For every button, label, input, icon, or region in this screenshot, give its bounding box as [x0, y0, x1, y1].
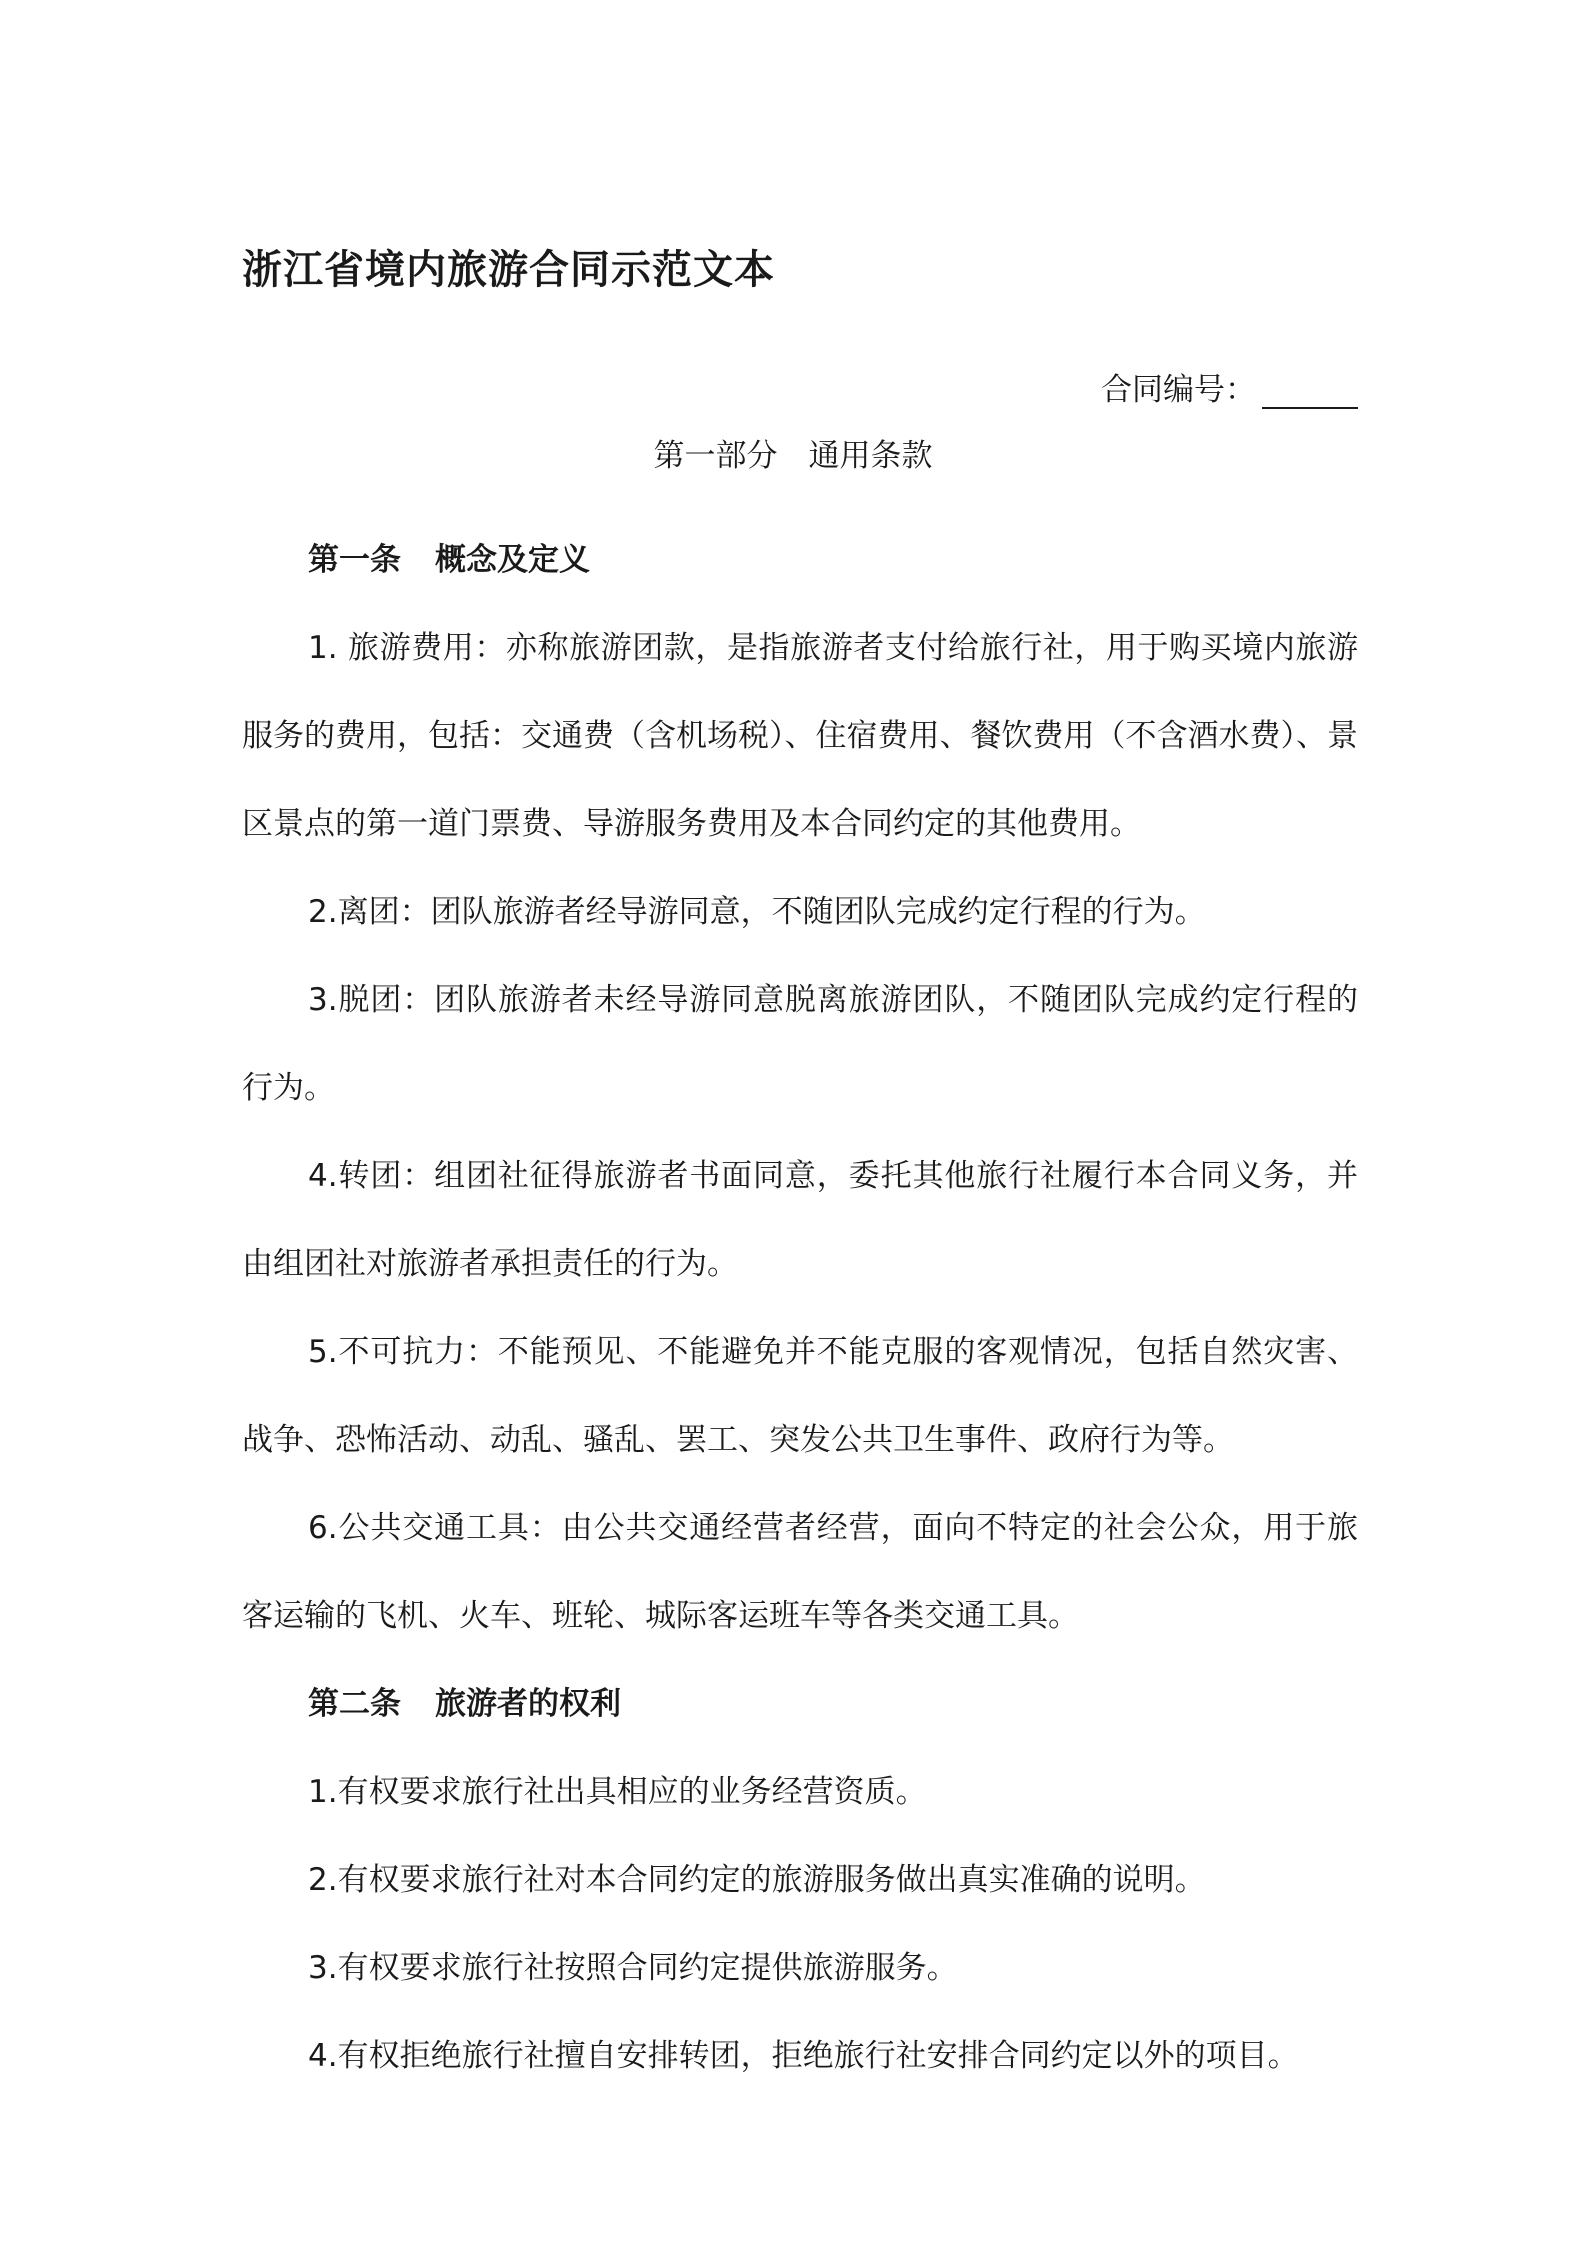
article-1-item-2: 2.离团：团队旅游者经导游同意，不随团队完成约定行程的行为。 [308, 894, 1206, 930]
article-1-heading [242, 516, 1358, 604]
article-2-item-3: 3.有权要求旅行社按照合同约定提供旅游服务。 [308, 1950, 958, 1986]
contract-number-blank [1262, 367, 1358, 409]
document-title: 浙江省境内旅游合同示范文本 [242, 247, 775, 293]
article-2-heading [242, 1660, 1358, 1748]
article-2-item-1: 1.有权要求旅行社出具相应的业务经营资质。 [308, 1774, 927, 1810]
article-2-number: 第二条 [308, 1686, 401, 1722]
part-one-title: 第一部分 通用条款 [653, 438, 933, 474]
article-1-item-4: 4.转团：组团社征得旅游者书面同意，委托其他旅行社履行本合同义务，并由组团社对旅游者承担责任的行为。 [242, 1158, 1358, 1282]
article-1-item-6: 6.公共交通工具：由公共交通经营者经营，面向不特定的社会公众，用于旅客运输的飞机、火车、班轮、城际客运班车等各类交通工具。 [242, 1510, 1358, 1634]
article-1-item-1: 1. 旅游费用：亦称旅游团款，是指旅游者支付给旅行社，用于购买境内旅游服务的费用，包括：交通费（含机场税）、住宿费用、餐饮费用（不含酒水费）、景区景点的第一道门票费、导游服务费用及本合同约定的其他费用。 [242, 630, 1358, 842]
contract-number-label: 合同编号： [1101, 372, 1256, 408]
document-body [242, 516, 1358, 2100]
article-2-item-2: 2.有权要求旅行社对本合同约定的旅游服务做出真实准确的说明。 [308, 1862, 1206, 1898]
article-1-item-5: 5.不可抗力：不能预见、不能避免并不能克服的客观情况，包括自然灾害、战争、恐怖活动、动乱、骚乱、罢工、突发公共卫生事件、政府行为等。 [242, 1334, 1358, 1458]
article-2-title: 旅游者的权利 [435, 1686, 621, 1722]
contract-number [1101, 364, 1358, 409]
article-1-number: 第一条 [308, 542, 401, 578]
article-1-title: 概念及定义 [435, 542, 590, 578]
article-2-item-4: 4.有权拒绝旅行社擅自安排转团，拒绝旅行社安排合同约定以外的项目。 [308, 2038, 1299, 2074]
article-1-item-3: 3.脱团：团队旅游者未经导游同意脱离旅游团队，不随团队完成约定行程的行为。 [242, 982, 1358, 1106]
